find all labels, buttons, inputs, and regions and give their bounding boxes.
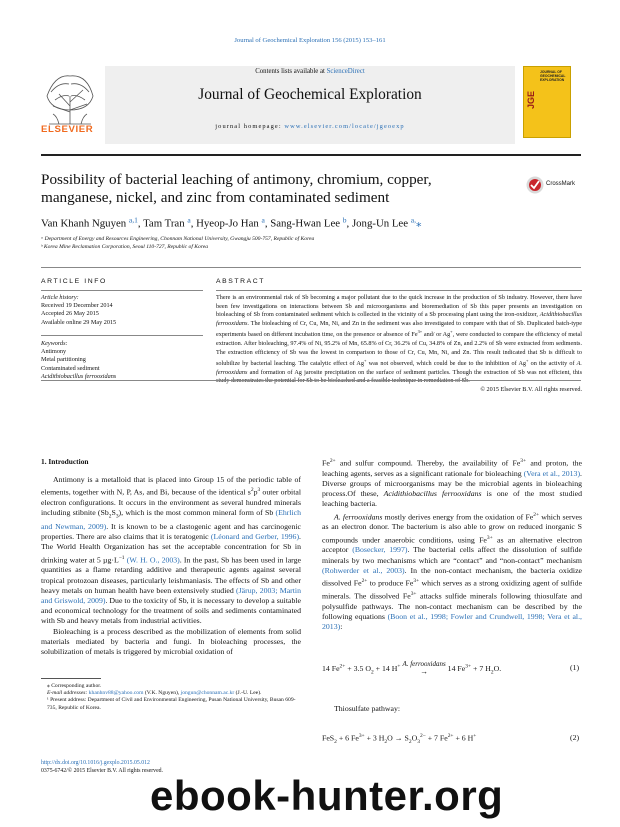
- section-heading-introduction: 1. Introduction: [41, 457, 89, 466]
- footnote-rule: [41, 678, 101, 679]
- equation-2: FeS$_2$ + 6 $Fe^{3+} + 3$ $H_2O \to S_2O_3^{2-} + 7$ $Fe^{2+} + 6$ H+: [322, 733, 477, 746]
- journal-cover-image[interactable]: [523, 66, 571, 138]
- citation-link[interactable]: (W. H. O., 2003): [126, 555, 180, 565]
- citation-link[interactable]: jongun@chonnam.ac.kr: [180, 690, 235, 697]
- accepted-date: Accepted 26 May 2015: [41, 310, 99, 318]
- equation-2-number: (2): [570, 733, 580, 742]
- journal-header: [41, 66, 581, 152]
- citation-link[interactable]: (Rohwerder et al., 2003): [322, 565, 405, 575]
- citation-link[interactable]: (Bosecker, 1997): [352, 545, 408, 555]
- thiosulfate-label: Thiosulfate pathway:: [334, 704, 401, 713]
- journal-homepage: [105, 123, 515, 130]
- homepage-link[interactable]: www.elsevier.com/locate/jgeoexp: [284, 123, 405, 130]
- issn-line: 0375-6742/© 2015 Elsevier B.V. All rights reserved.: [41, 767, 163, 774]
- article-info-rule: [41, 290, 203, 291]
- citation-link[interactable]: khanhnv88@yahoo.com: [88, 690, 144, 697]
- equation-1-number: (1): [570, 663, 580, 672]
- copyright-line: © 2015 Elsevier B.V. All rights reserved.: [480, 386, 582, 394]
- author-list: Van Khanh Nguyen $^{a,1}$, Tam Tran $^a$, Hyeop-Jo Han $^a$, Sang-Hwan Lee $^b$, Jong-Un Lee $^{a,}$⁎: [41, 215, 422, 230]
- history-label: Article history:: [41, 294, 79, 301]
- abstract-text: There is an environmental risk of Sb becoming a major pollutant due to the quick increase in the production of Sb industry. However, there have been few investigations on interactions between Sb and microorganisms and bioremediation of Sb this paper presents an investigation on bioleaching of Sb from contaminated sediment which is collected in the vicinity of a Sb processing plant using the iron-oxidizer, Acidithiobacillus ferrooxidans. The bioleaching of Cr, Cu, Mn, Ni, and Zn in the sediment was also investigated to compare with that of Sb. Duplicated batch-type experiments based on different incubation time, on the presence or absence of $Fe^{3+}$ and/ or Ag+, were conducted to compare the efficiency of metal extraction. After bioleaching, 97.4% of Ni, 95.2% of Mn, 65.8% of Cr, 36.2% of Cu, 34.8% of Zn, and 2.2% of Sb were extracted from sediments. The extraction efficiency of Sb was the lowest in comparison to those of Cr, Cu, Mn, Ni, and Zn. This result indicated that Sb is difficult to solubilize by bacterial leaching. The catalytic effect of Ag+ was not observed, which could be due to the inhibition of Ag+ on the activity of A. ferrooxidans and formation of Ag jarosite precipitation on the surface of sediment particles. Though the extraction of Sb was not efficient, this: [216, 294, 582, 376]
- citation-link[interactable]: (Boon et al., 1998; Fowler and Crundwell, 1998; Vera et al., 2013): [322, 611, 582, 632]
- citation-link[interactable]: (Vera et al., 2013): [523, 468, 581, 478]
- abstract-heading: ABSTRACT: [216, 278, 266, 285]
- equation-1: 14 $Fe^{2+} + 3.5$ $O_2 + 14$ H+ A. ferrooxidans → 14 $Fe^{3+} + 7$ $H_2O$.: [322, 660, 502, 676]
- intro-paragraph: Antimony is a metalloid that is placed into Group 15 of the periodic table of elements, together with N, P, As, and Bi, because of the identical $s^2p^3$ outer orbital electron configurations. It occurs in the environment as several hundred minerals including stibnite $(Sb_2S_3)$, which is the most common mineral form of Sb (Ehrlich and Newman, 2009). It is known to be a clastogenic agent and has carcinogenic properties. There are also claims that it is teratogenic (Léonard and Gerber, 1996). The World Health Organization has set the acceptable concentration for Sb in drinking water at 5 $\mu g\cdot L^{-1}$ (W. H. O., 2003). In the past, Sb has been used in large quantities as a flame retarding additive and therapeutic agents against several tropical protozoan diseases, particularly leishmaniasis. The effects of Sb and other heavy metals on human health have been extensively studied (Järup, 2003; Martin and Griswold, 2009). Due to the toxicity of Sb, it is necessary to develop a suitable and economical technology for the treatment of soils and sediments contaminated with Sb and heavy metals from industrial activities.: [41, 475, 302, 626]
- sciencedirect-link[interactable]: ScienceDirect: [326, 68, 365, 75]
- present-address-note: ¹ Present address: Department of Civil and Environmental Engineering, Pusan National University, Busan 609-735, Republic of Korea.: [47, 697, 296, 711]
- body-paragraph: A. ferrooxidans mostly derives energy from the oxidation of $Fe^{2+}$ which serves as an electron donor. The bacterium is also able to grow on reduced inorganic S compounds under anaerobic conditions, using $Fe^{3+}$ as an alternative electron acceptor (Bosecker, 1997). The bacterial cells affect the dissolution of sulfide minerals by two mechanisms which are “contact” and “non-contact” mechanism (Rohwerder et al., 2003). In the non-contact mechanism, the bacteria oxidize dissolved $Fe^{2+}$ to produce $Fe^{3+}$ which serves as a strong oxidizing agent of sulfide minerals. The dissolved $Fe^{3+}$ attacks sulfide minerals following thiosulfate and polysulfide pathways. The non-contact mechanism can be described by the following equations (Boon et al., 1998; Fowler and Crundwell, 1998; Vera et al., 2013):: [322, 511, 583, 632]
- journal-citation[interactable]: Journal of Geochemical Exploration 156 (2015) 153–161: [234, 37, 386, 44]
- crossmark-label: CrossMark: [546, 181, 576, 187]
- keyword: Acidithiobacillus ferrooxidans: [41, 372, 117, 380]
- keyword: Antimony: [41, 348, 67, 356]
- affiliation-b: ᵇ Korea Mine Reclamation Corporation, Seoul 110-727, Republic of Korea: [41, 244, 209, 250]
- doi-link[interactable]: http://dx.doi.org/10.1016/j.gexplo.2015.05.012: [41, 760, 150, 766]
- crossmark-badge[interactable]: [526, 176, 578, 194]
- info-top-rule: [41, 267, 581, 268]
- online-date: Available online 29 May 2015: [41, 318, 117, 326]
- article-info-heading: ARTICLE INFO: [41, 278, 107, 285]
- header-rule: [41, 154, 581, 156]
- watermark-text: ebook-hunter.org: [150, 772, 504, 819]
- publisher-name: ELSEVIER: [41, 124, 94, 135]
- keyword: Metal partitioning: [41, 356, 86, 364]
- body-paragraph: $Fe^{2+}$ and sulfur compound. Thereby, the availability of $Fe^{3+}$ and proton, the leaching agents, serves as a significant rationale for bioleaching (Vera et al., 2013). Diverse groups of microorganisms may be the microbial agents in bioleaching process.Of these, Acidithiobacillus ferrooxidans is one of the most studied leaching bacteria.: [322, 458, 582, 509]
- article-title: Possibility of bacterial leaching of antimony, chromium, copper, manganese, nickel, and zinc from contaminated sediment: [41, 171, 432, 207]
- doi-block: [41, 760, 163, 775]
- keywords-rule: [41, 335, 203, 336]
- crossmark-icon: [526, 176, 544, 194]
- citation-link[interactable]: (Ehrlich and Newman, 2009): [41, 508, 302, 531]
- keywords-label: Keywords:: [41, 340, 68, 347]
- keyword: Contaminated sediment: [41, 364, 100, 372]
- homepage-prefix: journal homepage:: [215, 123, 285, 130]
- right-column: [322, 456, 582, 632]
- footnotes: [41, 683, 301, 712]
- abstract-bottom-rule: [41, 380, 581, 381]
- contents-prefix: Contents lists available at: [255, 68, 327, 75]
- citation-link[interactable]: (Järup, 2003; Martin and Griswold, 2009): [41, 585, 301, 605]
- cover-title: JOURNAL OF GEOCHEMICAL EXPLORATION: [540, 70, 566, 82]
- citation-link[interactable]: (Léonard and Gerber, 1996): [210, 532, 300, 542]
- cover-abbrev: JGE: [526, 90, 536, 109]
- received-date: Received 19 December 2014: [41, 302, 113, 310]
- contents-line: [105, 68, 515, 75]
- abstract-rule: [216, 290, 582, 291]
- left-column: [41, 475, 301, 657]
- journal-title[interactable]: Journal of Geochemical Exploration: [198, 86, 422, 103]
- header-band: [105, 66, 515, 144]
- email-addresses: E-mail addresses: khanhnv88@yahoo.com (V.K. Nguyen), jongun@chonnam.ac.kr (J.-U. Lee).: [47, 690, 262, 697]
- keywords-block: [41, 340, 116, 381]
- intro-paragraph: Bioleaching is a process described as the mobilization of elements from solid materials mediated by bacteria and fungi. In bioleaching processes, the solubilization of metals is triggered by microbial oxidation of: [41, 626, 301, 656]
- affiliation-a: ᵃ Department of Energy and Resources Engineering, Chonnam National University, Gwangju 500-757, Republic of Korea: [41, 236, 315, 242]
- article-history: [41, 294, 116, 327]
- corresponding-author-note: ⁎ Corresponding author.: [47, 683, 102, 689]
